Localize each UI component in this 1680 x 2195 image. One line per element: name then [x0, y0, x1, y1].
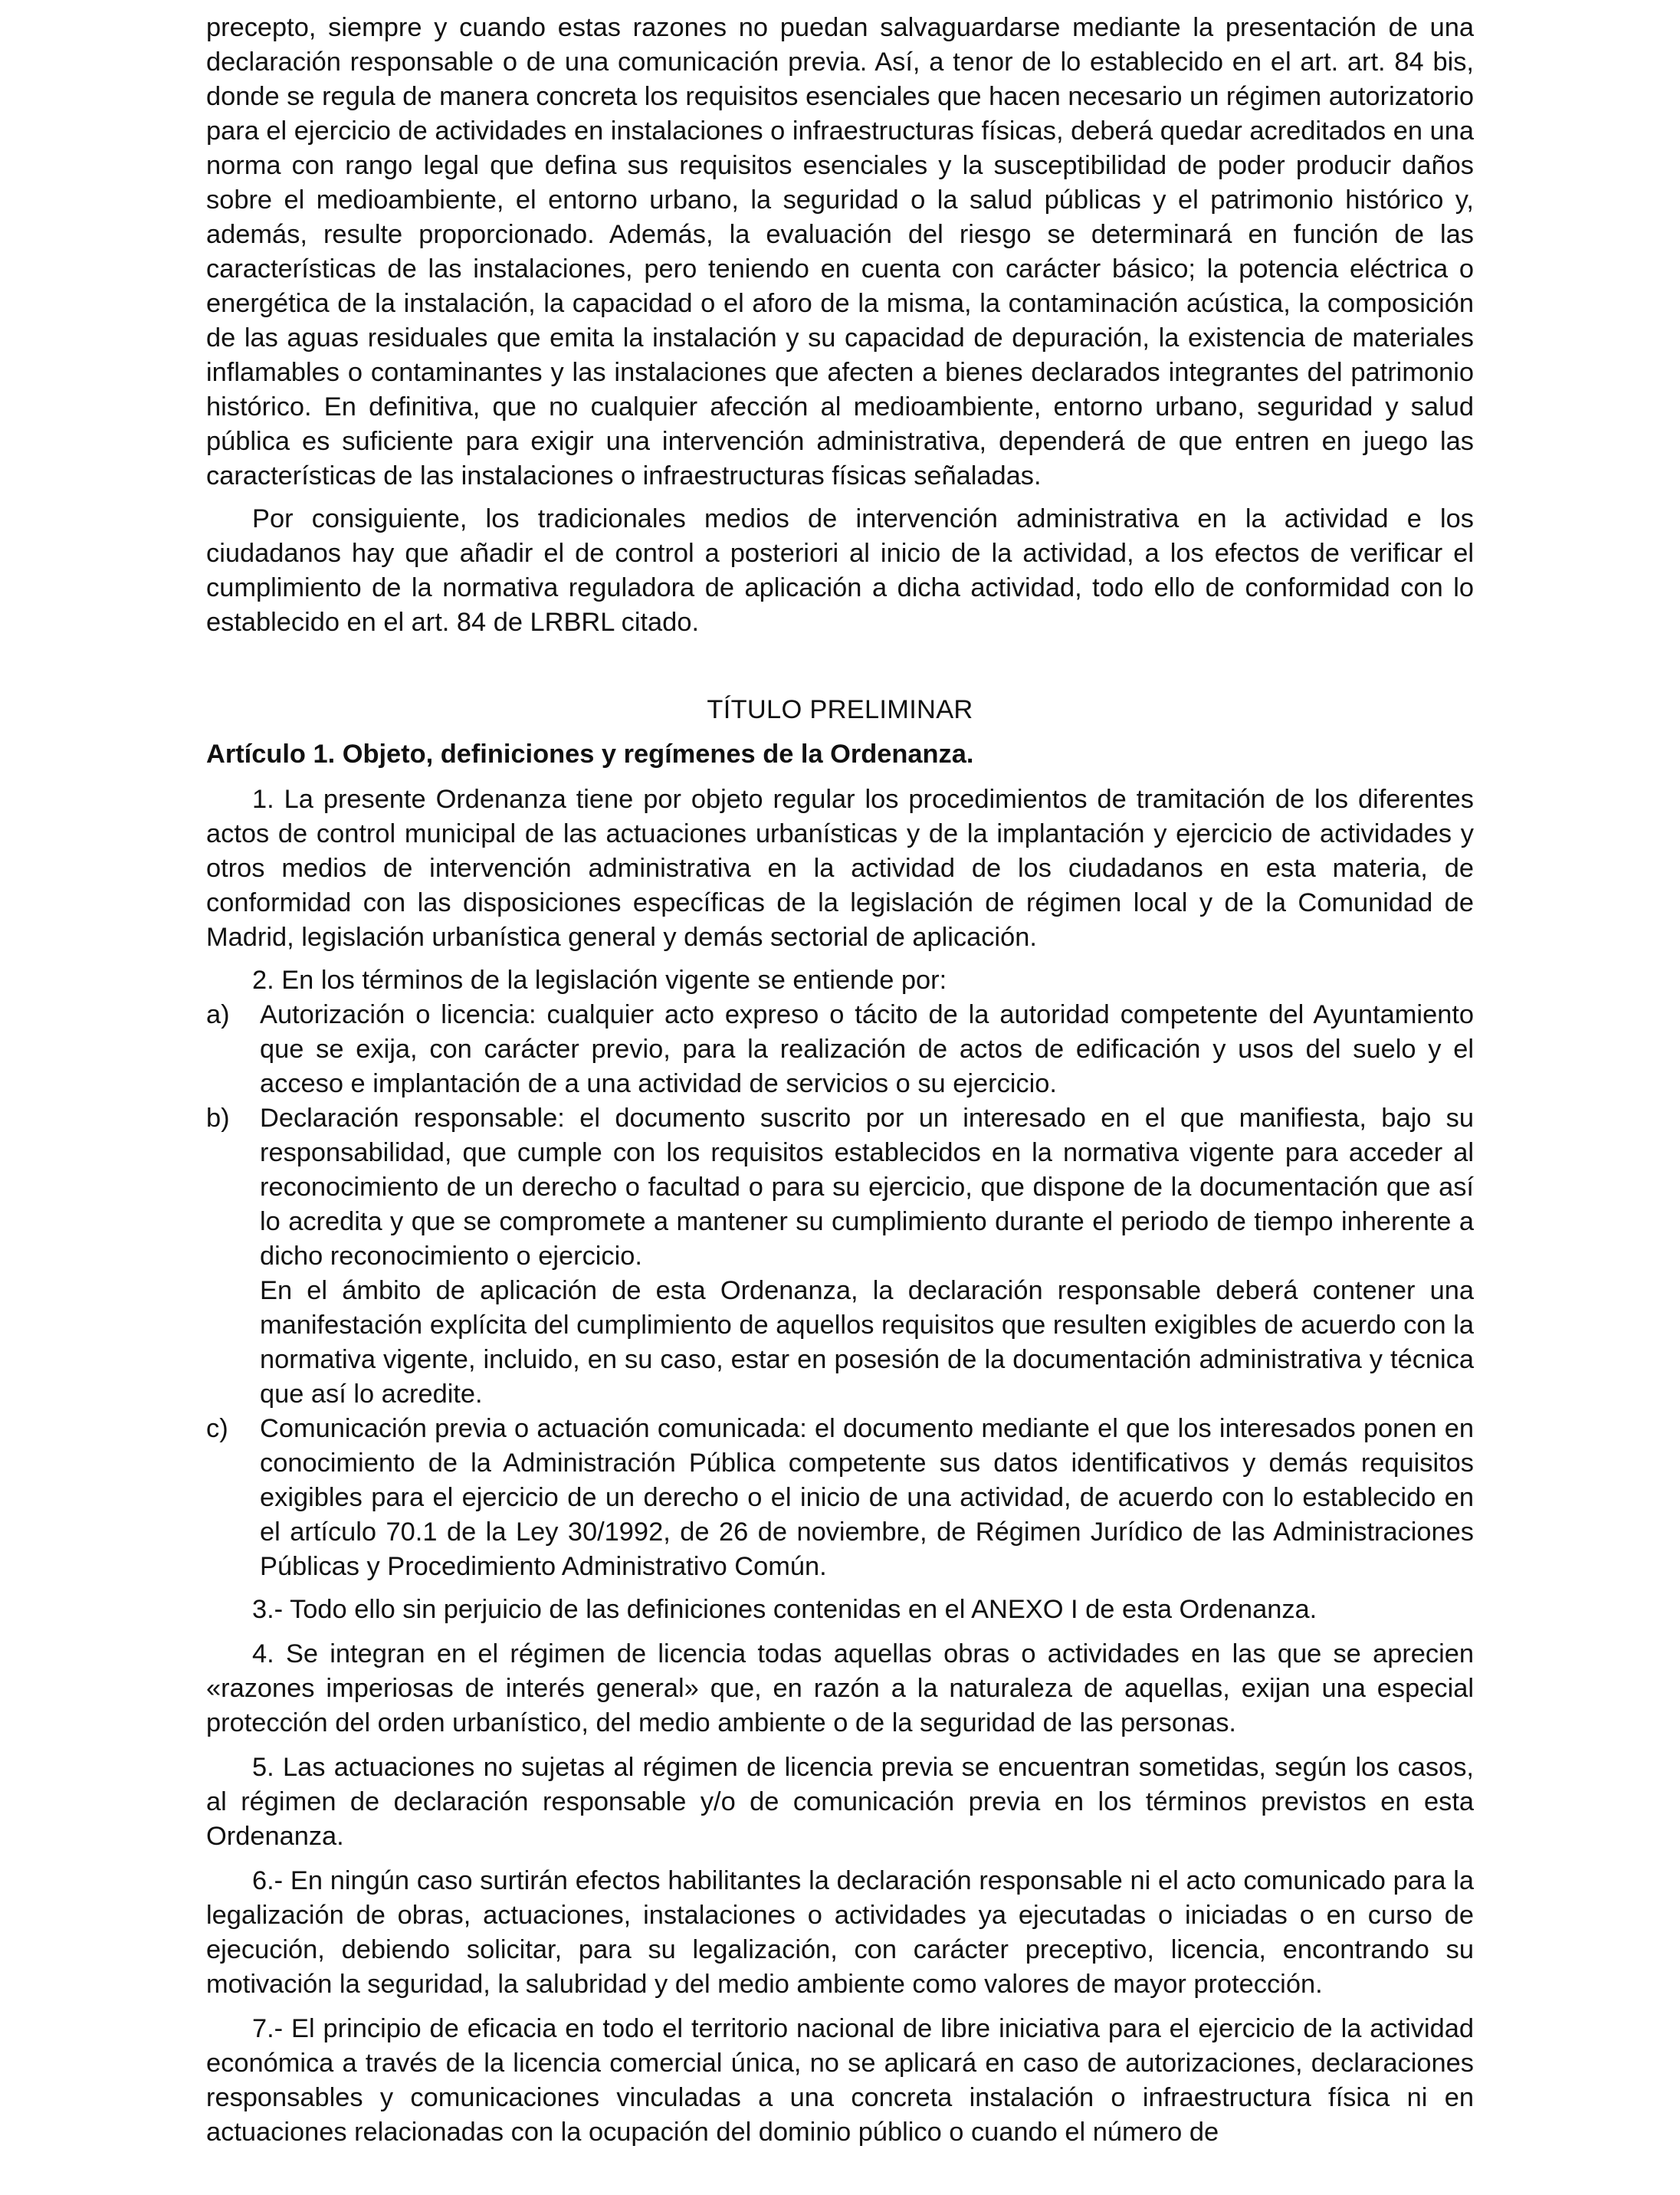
list-item-label: b)	[206, 1104, 230, 1133]
definitions-list	[206, 998, 1474, 1584]
list-item	[206, 998, 1474, 1101]
list-item-label: c)	[206, 1414, 228, 1443]
article-paragraph-1: 1. La presente Ordenanza tiene por objeto regular los procedimientos de tramitación de los diferentes actos de control municipal de las actuaciones urbanísticas y de la implantación y ejercicio de actividades y otros medios de intervención administrativa en la actividad de los ciudadanos en esta materia, de conformidad con las disposiciones específicas de la legislación de régimen local y de la Comunidad de Madrid, legislación urbanística general y demás sectorial de aplicación.	[206, 785, 1474, 952]
article-paragraph-2: 2. En los términos de la legislación vigente se entiende por:	[252, 966, 947, 995]
article-heading: Artículo 1. Objeto, definiciones y regímenes de la Ordenanza.	[206, 740, 974, 769]
section-title: TÍTULO PRELIMINAR	[707, 695, 973, 724]
article-paragraph-3: 3.- Todo ello sin perjuicio de las definiciones contenidas en el ANEXO I de esta Ordenanza.	[252, 1595, 1317, 1624]
intro-paragraph-2: Por consiguiente, los tradicionales medios de intervención administrativa en la actividad e los ciudadanos hay que añadir el de control a posteriori al inicio de la actividad, a los efectos de verificar el cumplimiento de la normativa reguladora de aplicación a dicha actividad, todo ello de conformidad con lo establecido en el art. 84 de LRBRL citado.	[206, 504, 1474, 637]
list-item-text: Comunicación previa o actuación comunicada: el documento mediante el que los interesados ponen en conocimiento de la Administración Pública competente sus datos identificativos y demás requisitos exigibles para el ejercicio de un derecho o el inicio de una actividad, de acuerdo con lo establecido en el artículo 70.1 de la Ley 30/1992, de 26 de noviembre, de Régimen Jurídico de las Administraciones Públicas y Procedimiento Administrativo Común.	[260, 1414, 1474, 1581]
article-paragraph-4: 4. Se integran en el régimen de licencia todas aquellas obras o actividades en las que se aprecien «razones imperiosas de interés general» que, en razón a la naturaleza de aquellas, exijan una especial protección del orden urbanístico, del medio ambiente o de la seguridad de las personas.	[206, 1639, 1474, 1737]
document-page	[206, 11, 1474, 2150]
article-paragraph-6: 6.- En ningún caso surtirán efectos habilitantes la declaración responsable ni el acto comunicado para la legalización de obras, actuaciones, instalaciones o actividades ya ejecutadas o iniciadas o en curso de ejecución, debiendo solicitar, para su legalización, con carácter preceptivo, licencia, encontrando su motivación la seguridad, la salubridad y del medio ambiente como valores de mayor protección.	[206, 1866, 1474, 1999]
list-item-text: Autorización o licencia: cualquier acto expreso o tácito de la autoridad competente del Ayuntamiento que se exija, con carácter previo, para la realización de actos de edificación y usos del suelo y el acceso e implantación de a una actividad de servicios o su ejercicio.	[260, 1000, 1474, 1098]
intro-paragraph-1: precepto, siempre y cuando estas razones no puedan salvaguardarse mediante la presentación de una declaración responsable o de una comunicación previa. Así, a tenor de lo establecido en el art. art. 84 bis, donde se regula de manera concreta los requisitos esenciales que hacen necesario un régimen autorizatorio para el ejercicio de actividades en instalaciones o infraestructuras físicas, deberá quedar acreditados en una norma con rango legal que defina sus requisitos esenciales y la susceptibilidad de poder producir daños sobre el medioambiente, el entorno urbano, la seguridad o la salud públicas y el patrimonio histórico y, además, resulte proporcionado. Además, la evaluación del riesgo se determinará en función de las características de las instalaciones, pero teniendo en cuenta con carácter básico; la potencia eléctrica o energética de la instalación, la capacidad o el aforo de la misma, la contaminación acústica, la composición de las aguas residuales que emita la instalación y su capacidad de depuración, la existencia de materiales inflamables o contaminantes y las instalaciones que afecten a bienes declarados integrantes del patrimonio histórico. En definitiva, que no cualquier afección al medioambiente, entorno urbano, seguridad y salud pública es suficiente para exigir una intervención administrativa, dependerá de que entren en juego las características de las instalaciones o infraestructuras físicas señaladas.	[206, 13, 1474, 491]
list-item-label: a)	[206, 1000, 230, 1029]
article-paragraph-5: 5. Las actuaciones no sujetas al régimen de licencia previa se encuentran sometidas, según los casos, al régimen de declaración responsable y/o de comunicación previa en los términos previstos en esta Ordenanza.	[206, 1753, 1474, 1851]
article-paragraph-7: 7.- El principio de eficacia en todo el territorio nacional de libre iniciativa para el ejercicio de la actividad económica a través de la licencia comercial única, no se aplicará en caso de autorizaciones, declaraciones responsables y comunicaciones vinculadas a una concreta instalación o infraestructura física ni en actuaciones relacionadas con la ocupación del dominio público o cuando el número de	[206, 2014, 1474, 2147]
list-item-text: Declaración responsable: el documento suscrito por un interesado en el que manifiesta, bajo su responsabilidad, que cumple con los requisitos establecidos en la normativa vigente para acceder al reconocimiento de un derecho o facultad o para su ejercicio, que dispone de la documentación que así lo acredita y que se compromete a mantener su cumplimiento durante el periodo de tiempo inherente a dicho reconocimiento o ejercicio.	[260, 1104, 1474, 1271]
list-item-extra-text: En el ámbito de aplicación de esta Ordenanza, la declaración responsable deberá contener una manifestación explícita del cumplimiento de aquellos requisitos que resulten exigibles de acuerdo con la normativa vigente, incluido, en su caso, estar en posesión de la documentación administrativa y técnica que así lo acredite.	[260, 1276, 1474, 1409]
list-item	[206, 1412, 1474, 1584]
list-item	[206, 1101, 1474, 1412]
